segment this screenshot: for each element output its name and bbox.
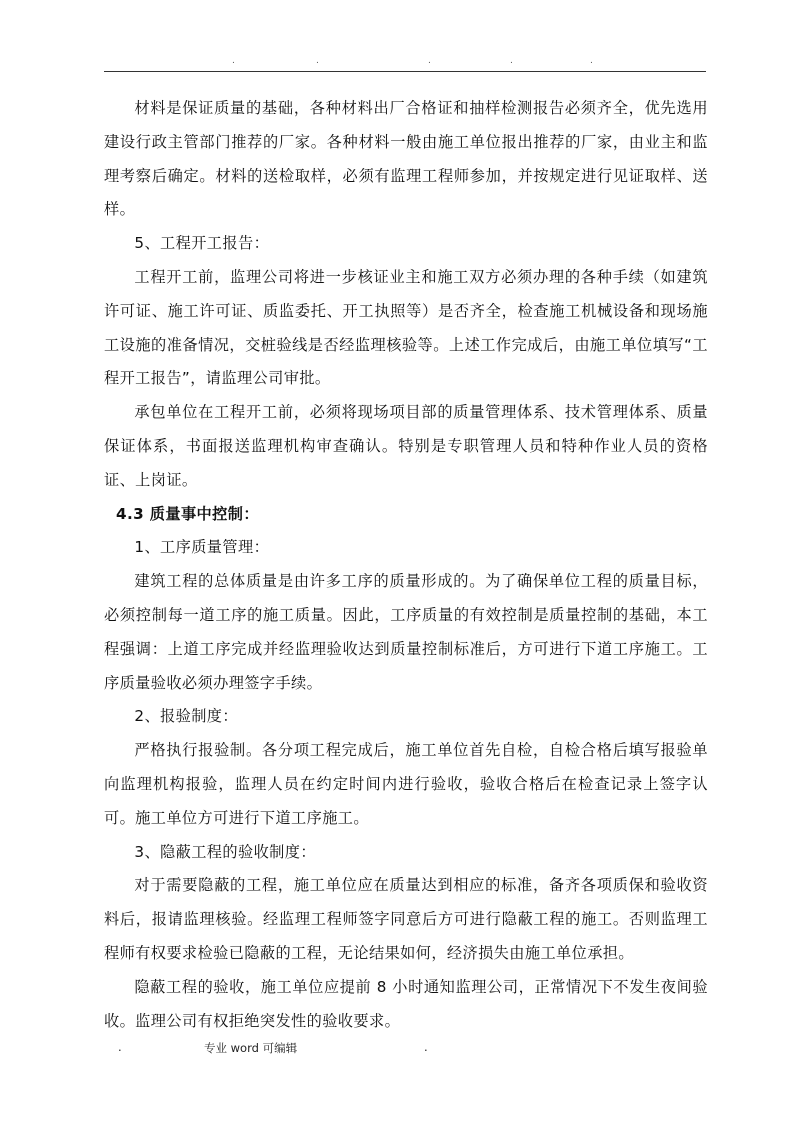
paragraph-contractor-systems: 承包单位在工程开工前，必须将现场项目部的质量管理体系、技术管理体系、质量保证体系，书面报送监理机构审查确认。特别是专职管理人员和特种作业人员的资格证、上岗证。 [104,403,708,489]
heading-in-process-control: 4.3 质量事中控制： [116,504,259,523]
paragraph-inspection: 严格执行报验制。各分项工程完成后，施工单位首先自检，自检合格后填写报验单向监理机构报验，监理人员在约定时间内进行验收，验收合格后在检查记录上签字认可。施工单位方可进行下道工序施工。 [104,741,708,827]
footer-dot-right: . [424,1040,428,1054]
heading-concealed-works: 3、隐蔽工程的验收制度： [134,842,316,861]
paragraph-commencement: 工程开工前，监理公司将进一步核证业主和施工双方必须办理的各种手续（如建筑许可证、施工许可证、质监委托、开工执照等）是否齐全，检查施工机械设备和现场施工设施的准备情况，交桩验线是否经监理核验等。上述工作完成后，由施工单位填写“工程开工报告”，请监理公司审批。 [104,267,708,388]
paragraph-concealed-notice: 隐蔽工程的验收，施工单位应提前 8 小时通知监理公司，正常情况下不发生夜间验收。监理公司有权拒绝突发性的验收要求。 [104,977,708,1030]
header-dot: . [510,56,513,66]
heading-process-quality: 1、工序质量管理： [134,538,270,557]
document-body [104,92,708,1038]
header-dot: . [590,56,593,66]
paragraph-process-quality: 建筑工程的总体质量是由许多工序的质量形成的。为了确保单位工程的质量目标，必须控制每一道工序的施工质量。因此，工序质量的有效控制是质量控制的基础，本工程强调：上道工序完成并经监理验收达到质量控制标准后，方可进行下道工序施工。工序质量验收必须办理签字手续。 [104,572,708,692]
heading-commencement-report: 5、工程开工报告： [134,234,270,253]
header-rule [104,71,706,72]
paragraph-materials: 材料是保证质量的基础，各种材料出厂合格证和抽样检测报告必须齐全，优先选用建设行政主管部门推荐的厂家。各种材料一般由施工单位报出推荐的厂家，由业主和监理考察后确定。材料的送检取样，必须有监理工程师参加，并按规定进行见证取样、送样。 [104,99,708,219]
header-dot: . [316,56,319,66]
heading-inspection-system: 2、报验制度： [134,707,238,726]
page-footer [104,1040,706,1060]
footer-text: 专业 word 可编辑 [204,1041,298,1055]
header-dot: . [232,56,235,66]
header-dot: . [428,56,431,66]
footer-dot-left: . [118,1040,122,1054]
header-dots [104,56,706,68]
paragraph-concealed-works: 对于需要隐蔽的工程，施工单位应在质量达到相应的标准，备齐各项质保和验收资料后，报请监理核验。经监理工程师签字同意后方可进行隐蔽工程的施工。否则监理工程师有权要求检验已隐蔽的工程，无论结果如何，经济损失由施工单位承担。 [104,876,708,962]
